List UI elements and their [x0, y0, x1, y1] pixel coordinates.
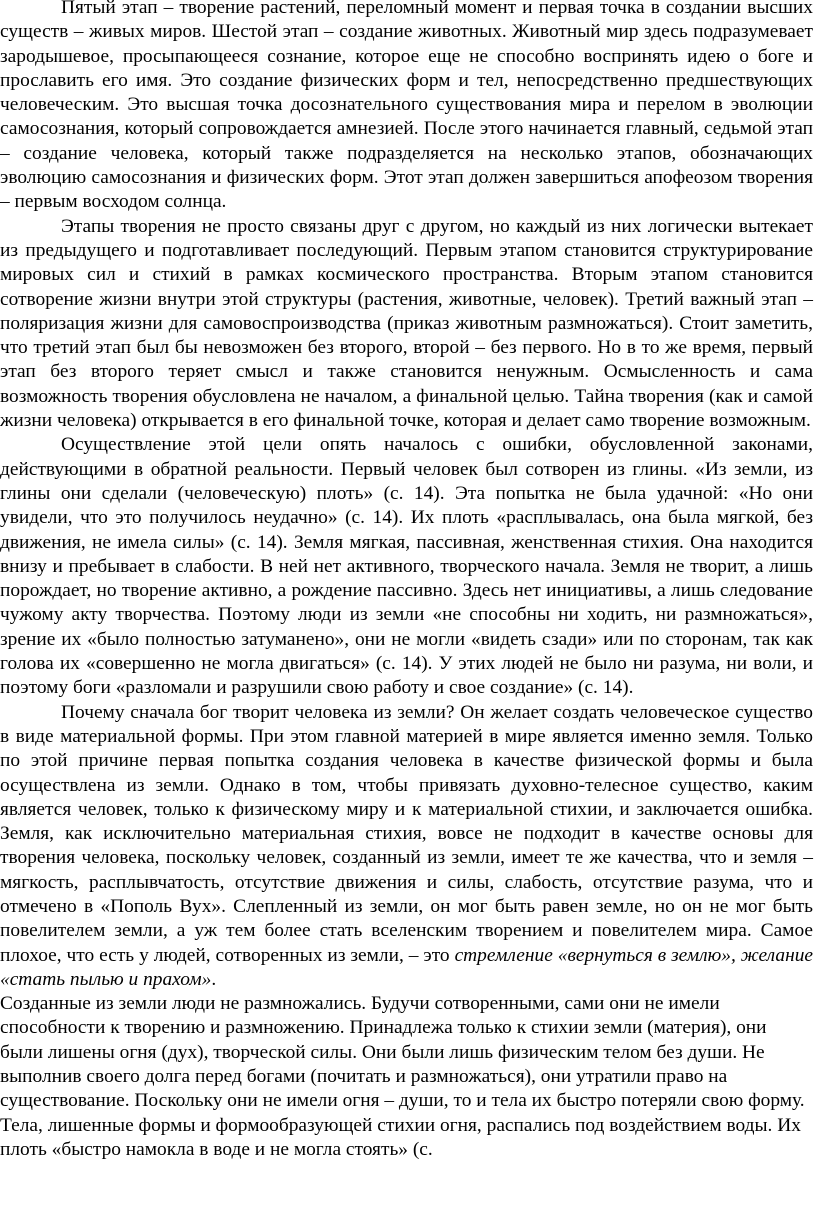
paragraph-4-end: .	[211, 968, 217, 990]
paragraph-1: Пятый этап – творение растений, переломный момент и первая точка в создании высших существ – живых миров. Шестой этап – создание животных. Животный мир здесь подразумевает зародышевое, просыпающееся сознание, которое еще не способно воспринять идею о боге и прославить его имя. Это создание физических форм и тел, непосредственно предшествующих человеческим. Это высшая точка досознательного существования мира и перелом в эволюции самосознания, который сопровождается амнезией. После этого начинается главный, седьмой этап – создание человека, который также подразделяется на несколько этапов, обозначающих эволюцию самосознания и физических форм. Этот этап должен завершиться апофеозом творения – первым восходом солнца.	[0, 0, 813, 213]
paragraph-4	[0, 701, 813, 993]
paragraph-4-text: Почему сначала бог творит человека из земли? Он желает создать человеческое существо в виде материальной формы. При этом главной материей в мире является именно земля. Только по этой причине первая попытка создания человека в качестве физической формы и была осуществлена из земли. Однако в том, чтобы привязать духовно-телесное существо, каким является человек, только к физическому миру и к материальной стихии, и заключается ошибка. Земля, как исключительно материальная стихия, вовсе не подходит в качестве основы для творения человека, поскольку человек, созданный из земли, имеет те же качества, что и земля – мягкость, расплывчатость, отсутствие движения и силы, слабость, отсутствие разума, что и отмечено в «Пополь Вух». Слепленный из земли, он мог быть равен земле, но он не мог быть повелителем земли, а уж тем более стать вселенским творением и повелителем мира. Самое плохое, что есть у людей, сотворенных из земли, – это	[0, 701, 813, 966]
paragraph-2: Этапы творения не просто связаны друг с другом, но каждый из них логически вытекает из предыдущего и подготавливает последующий. Первым этапом становится структурирование мировых сил и стихий в рамках космического пространства. Вторым этапом становится сотворение жизни внутри этой структуры (растения, животные, человек). Третий важный этап – поляризация жизни для самовоспроизводства (приказ животным размножаться). Стоит заметить, что третий этап был бы невозможен без второго, второй – без первого. Но в то же время, первый этап без второго теряет смысл и также становится ненужным. Осмысленность и сама возможность творения обусловлена не началом, а финальной целью. Тайна творения (как и самой жизни человека) открывается в его финальной точке, которая и делает само творение возможным.	[0, 215, 813, 432]
paragraph-3: Осуществление этой цели опять началось с ошибки, обусловленной законами, действующими в обратной реальности. Первый человек был сотворен из глины. «Из земли, из глины они сделали (человеческую) плоть» (с. 14). Эта попытка не была удачной: «Но они увидели, что это получилось неудачно» (с. 14). Их плоть «расплывалась, она была мягкой, без движения, не имела силы» (с. 14). Земля мягкая, пассивная, женственная стихия. Она находится внизу и пребывает в слабости. В ней нет активного, творческого начала. Земля не творит, а лишь порождает, но творение активно, а рождение пассивно. Здесь нет инициативы, а лишь следование чужому акту творчества. Поэтому люди из земли «не способны ни ходить, ни размножаться», зрение их «было полностью затуманено», они не могли «видеть сзади» или по сторонам, так как голова их «совершенно не могла двигаться» (с. 14). У этих людей не было ни разума, ни воли, и поэтому боги «разломали и разрушили свою работу и свое создание» (с. 14).	[0, 434, 813, 699]
paragraph-5: Созданные из земли люди не размножались. Будучи сотворенными, сами они не имели способности к творению и размножению. Принадлежа только к стихии земли (материя), они были лишены огня (дух), творческой силы. Они были лишь физическим телом без души. Не выполнив своего долга перед богами (почитать и размножаться), они утратили право на существование. Поскольку они не имели огня – души, то и тела их быстро потеряли свою форму. Тела, лишенные формы и формообразующей стихии огня, распались под воздействием воды. Их плоть «быстро намокла в воде и не могла стоять» (с.	[0, 993, 805, 1160]
paragraph-4-italic-quote: стремление «вернуться в землю», желание «стать пылью и прахом»	[0, 944, 813, 990]
